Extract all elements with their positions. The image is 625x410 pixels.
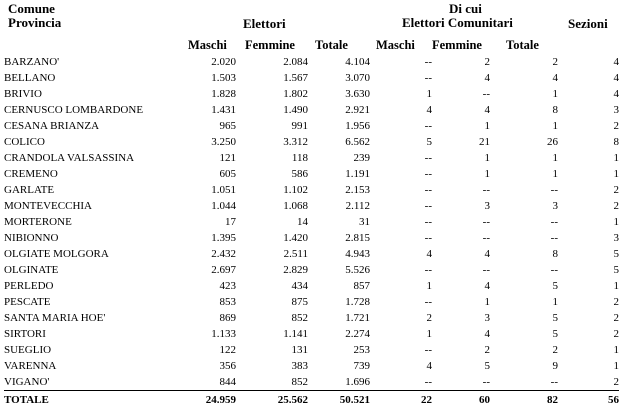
femmine-comunitari-cell: 2 bbox=[432, 342, 490, 358]
totale-cell: 2.921 bbox=[308, 102, 370, 118]
comune-name: NIBIONNO bbox=[4, 230, 178, 246]
femmine-comunitari-cell: 1 bbox=[432, 166, 490, 182]
sezioni-cell: 4 bbox=[558, 70, 619, 86]
maschi-comunitari-cell: 4 bbox=[370, 358, 432, 374]
totale-comunitari-cell: 2 bbox=[490, 54, 558, 70]
femmine-cell: 3.312 bbox=[236, 134, 308, 150]
maschi-comunitari-cell: 4 bbox=[370, 102, 432, 118]
femmine-cell: 2.084 bbox=[236, 54, 308, 70]
col-totale-comunitari: Totale bbox=[506, 38, 539, 53]
maschi-comunitari-cell: 1 bbox=[370, 326, 432, 342]
col-maschi-comunitari: Maschi bbox=[376, 38, 415, 53]
maschi-comunitari-cell: 22 bbox=[370, 391, 432, 410]
maschi-comunitari-cell: -- bbox=[370, 182, 432, 198]
maschi-comunitari-cell: -- bbox=[370, 374, 432, 391]
comune-name: PERLEDO bbox=[4, 278, 178, 294]
maschi-cell: 1.828 bbox=[178, 86, 236, 102]
maschi-cell: 1.133 bbox=[178, 326, 236, 342]
sezioni-cell: 2 bbox=[558, 198, 619, 214]
femmine-cell: 1.420 bbox=[236, 230, 308, 246]
header-elettori: Elettori bbox=[243, 16, 286, 32]
totale-cell: 4.104 bbox=[308, 54, 370, 70]
totale-cell: 1.956 bbox=[308, 118, 370, 134]
femmine-cell: 586 bbox=[236, 166, 308, 182]
maschi-cell: 2.697 bbox=[178, 262, 236, 278]
comune-name: SANTA MARIA HOE' bbox=[4, 310, 178, 326]
femmine-comunitari-cell: -- bbox=[432, 262, 490, 278]
table-row bbox=[4, 86, 619, 102]
maschi-cell: 844 bbox=[178, 374, 236, 391]
comune-name: VARENNA bbox=[4, 358, 178, 374]
maschi-cell: 17 bbox=[178, 214, 236, 230]
col-maschi: Maschi bbox=[188, 38, 227, 53]
sezioni-cell: 1 bbox=[558, 166, 619, 182]
totale-comunitari-cell: 2 bbox=[490, 342, 558, 358]
table-row bbox=[4, 262, 619, 278]
comune-name: BARZANO' bbox=[4, 54, 178, 70]
comune-name: MORTERONE bbox=[4, 214, 178, 230]
totale-cell: 739 bbox=[308, 358, 370, 374]
sezioni-cell: 2 bbox=[558, 294, 619, 310]
comune-name: PESCATE bbox=[4, 294, 178, 310]
totale-cell: 857 bbox=[308, 278, 370, 294]
femmine-comunitari-cell: 4 bbox=[432, 70, 490, 86]
femmine-comunitari-cell: 4 bbox=[432, 326, 490, 342]
femmine-comunitari-cell: -- bbox=[432, 374, 490, 391]
comune-name: COLICO bbox=[4, 134, 178, 150]
totale-comunitari-cell: -- bbox=[490, 374, 558, 391]
femmine-comunitari-cell: -- bbox=[432, 214, 490, 230]
comune-name: BELLANO bbox=[4, 70, 178, 86]
table-row bbox=[4, 134, 619, 150]
femmine-cell: 118 bbox=[236, 150, 308, 166]
table-row bbox=[4, 294, 619, 310]
femmine-comunitari-cell: 1 bbox=[432, 294, 490, 310]
totale-comunitari-cell: 9 bbox=[490, 358, 558, 374]
maschi-cell: 3.250 bbox=[178, 134, 236, 150]
maschi-cell: 2.432 bbox=[178, 246, 236, 262]
table-row bbox=[4, 214, 619, 230]
femmine-comunitari-cell: 4 bbox=[432, 102, 490, 118]
maschi-comunitari-cell: -- bbox=[370, 198, 432, 214]
femmine-cell: 2.511 bbox=[236, 246, 308, 262]
table-row bbox=[4, 358, 619, 374]
sezioni-cell: 1 bbox=[558, 214, 619, 230]
totale-comunitari-cell: -- bbox=[490, 262, 558, 278]
totale-comunitari-cell: 82 bbox=[490, 391, 558, 410]
femmine-cell: 383 bbox=[236, 358, 308, 374]
table-row bbox=[4, 70, 619, 86]
col-femmine-comunitari: Femmine bbox=[432, 38, 482, 53]
table-row bbox=[4, 118, 619, 134]
totale-comunitari-cell: -- bbox=[490, 214, 558, 230]
femmine-cell: 2.829 bbox=[236, 262, 308, 278]
femmine-cell: 1.141 bbox=[236, 326, 308, 342]
femmine-cell: 991 bbox=[236, 118, 308, 134]
total-row bbox=[4, 391, 619, 410]
totale-cell: 3.630 bbox=[308, 86, 370, 102]
femmine-cell: 434 bbox=[236, 278, 308, 294]
electors-table bbox=[4, 54, 619, 410]
sezioni-cell: 2 bbox=[558, 182, 619, 198]
table-row bbox=[4, 182, 619, 198]
col-femmine: Femmine bbox=[245, 38, 295, 53]
totale-cell: 1.728 bbox=[308, 294, 370, 310]
totale-comunitari-cell: 1 bbox=[490, 294, 558, 310]
sezioni-cell: 2 bbox=[558, 118, 619, 134]
totale-comunitari-cell: 5 bbox=[490, 310, 558, 326]
maschi-cell: 853 bbox=[178, 294, 236, 310]
femmine-cell: 1.490 bbox=[236, 102, 308, 118]
comune-name: VIGANO' bbox=[4, 374, 178, 391]
maschi-comunitari-cell: 1 bbox=[370, 86, 432, 102]
comune-name: CERNUSCO LOMBARDONE bbox=[4, 102, 178, 118]
femmine-cell: 1.102 bbox=[236, 182, 308, 198]
totale-cell: 4.943 bbox=[308, 246, 370, 262]
sezioni-cell: 2 bbox=[558, 326, 619, 342]
femmine-cell: 852 bbox=[236, 310, 308, 326]
table-row bbox=[4, 102, 619, 118]
comune-name: TOTALE bbox=[4, 391, 178, 410]
totale-cell: 31 bbox=[308, 214, 370, 230]
femmine-cell: 131 bbox=[236, 342, 308, 358]
comune-name: SUEGLIO bbox=[4, 342, 178, 358]
totale-cell: 253 bbox=[308, 342, 370, 358]
header-elettori-comunitari: Elettori Comunitari bbox=[402, 15, 513, 31]
sezioni-cell: 4 bbox=[558, 86, 619, 102]
table-row bbox=[4, 150, 619, 166]
table-row bbox=[4, 198, 619, 214]
femmine-comunitari-cell: -- bbox=[432, 182, 490, 198]
totale-comunitari-cell: -- bbox=[490, 182, 558, 198]
sezioni-cell: 1 bbox=[558, 358, 619, 374]
maschi-cell: 1.431 bbox=[178, 102, 236, 118]
maschi-cell: 1.051 bbox=[178, 182, 236, 198]
femmine-cell: 14 bbox=[236, 214, 308, 230]
totale-comunitari-cell: 26 bbox=[490, 134, 558, 150]
maschi-cell: 869 bbox=[178, 310, 236, 326]
maschi-comunitari-cell: -- bbox=[370, 70, 432, 86]
sezioni-cell: 5 bbox=[558, 246, 619, 262]
femmine-comunitari-cell: 5 bbox=[432, 358, 490, 374]
comune-name: BRIVIO bbox=[4, 86, 178, 102]
table-row bbox=[4, 342, 619, 358]
totale-cell: 6.562 bbox=[308, 134, 370, 150]
femmine-comunitari-cell: 4 bbox=[432, 278, 490, 294]
sezioni-cell: 5 bbox=[558, 262, 619, 278]
comune-name: MONTEVECCHIA bbox=[4, 198, 178, 214]
femmine-comunitari-cell: 2 bbox=[432, 54, 490, 70]
maschi-cell: 121 bbox=[178, 150, 236, 166]
maschi-cell: 122 bbox=[178, 342, 236, 358]
sezioni-cell: 3 bbox=[558, 102, 619, 118]
table-row bbox=[4, 246, 619, 262]
table-row bbox=[4, 54, 619, 70]
maschi-comunitari-cell: -- bbox=[370, 214, 432, 230]
femmine-cell: 1.068 bbox=[236, 198, 308, 214]
sezioni-cell: 1 bbox=[558, 150, 619, 166]
comune-name: OLGIATE MOLGORA bbox=[4, 246, 178, 262]
maschi-comunitari-cell: -- bbox=[370, 54, 432, 70]
femmine-comunitari-cell: 4 bbox=[432, 246, 490, 262]
femmine-cell: 1.802 bbox=[236, 86, 308, 102]
femmine-comunitari-cell: -- bbox=[432, 230, 490, 246]
comune-name: GARLATE bbox=[4, 182, 178, 198]
maschi-cell: 2.020 bbox=[178, 54, 236, 70]
femmine-comunitari-cell: -- bbox=[432, 86, 490, 102]
maschi-cell: 1.044 bbox=[178, 198, 236, 214]
maschi-comunitari-cell: 2 bbox=[370, 310, 432, 326]
sezioni-cell: 1 bbox=[558, 278, 619, 294]
sezioni-cell: 56 bbox=[558, 391, 619, 410]
totale-cell: 239 bbox=[308, 150, 370, 166]
maschi-comunitari-cell: 5 bbox=[370, 134, 432, 150]
femmine-comunitari-cell: 1 bbox=[432, 150, 490, 166]
comune-name: CRANDOLA VALSASSINA bbox=[4, 150, 178, 166]
totale-cell: 2.274 bbox=[308, 326, 370, 342]
totale-cell: 1.721 bbox=[308, 310, 370, 326]
maschi-cell: 965 bbox=[178, 118, 236, 134]
totale-cell: 2.815 bbox=[308, 230, 370, 246]
totale-cell: 1.696 bbox=[308, 374, 370, 391]
totale-comunitari-cell: 5 bbox=[490, 278, 558, 294]
table-row bbox=[4, 278, 619, 294]
header-sezioni: Sezioni bbox=[568, 16, 608, 32]
femmine-comunitari-cell: 21 bbox=[432, 134, 490, 150]
totale-cell: 2.112 bbox=[308, 198, 370, 214]
femmine-cell: 875 bbox=[236, 294, 308, 310]
sezioni-cell: 2 bbox=[558, 374, 619, 391]
sezioni-cell: 2 bbox=[558, 310, 619, 326]
totale-comunitari-cell: 1 bbox=[490, 118, 558, 134]
header-di-cui: Di cui bbox=[449, 1, 482, 17]
maschi-cell: 1.503 bbox=[178, 70, 236, 86]
maschi-cell: 356 bbox=[178, 358, 236, 374]
maschi-comunitari-cell: 1 bbox=[370, 278, 432, 294]
maschi-comunitari-cell: -- bbox=[370, 262, 432, 278]
header-provincia: Provincia bbox=[8, 15, 61, 31]
maschi-comunitari-cell: -- bbox=[370, 294, 432, 310]
totale-comunitari-cell: -- bbox=[490, 230, 558, 246]
femmine-comunitari-cell: 3 bbox=[432, 310, 490, 326]
femmine-comunitari-cell: 60 bbox=[432, 391, 490, 410]
maschi-comunitari-cell: -- bbox=[370, 118, 432, 134]
table-row bbox=[4, 326, 619, 342]
header-comune: Comune bbox=[8, 1, 55, 17]
femmine-cell: 25.562 bbox=[236, 391, 308, 410]
maschi-comunitari-cell: -- bbox=[370, 166, 432, 182]
maschi-cell: 605 bbox=[178, 166, 236, 182]
maschi-comunitari-cell: -- bbox=[370, 150, 432, 166]
sezioni-cell: 4 bbox=[558, 54, 619, 70]
table-row bbox=[4, 374, 619, 391]
sezioni-cell: 8 bbox=[558, 134, 619, 150]
totale-cell: 3.070 bbox=[308, 70, 370, 86]
totale-cell: 2.153 bbox=[308, 182, 370, 198]
femmine-comunitari-cell: 1 bbox=[432, 118, 490, 134]
totale-comunitari-cell: 5 bbox=[490, 326, 558, 342]
table-row bbox=[4, 310, 619, 326]
totale-cell: 5.526 bbox=[308, 262, 370, 278]
totale-cell: 1.191 bbox=[308, 166, 370, 182]
sezioni-cell: 1 bbox=[558, 342, 619, 358]
totale-comunitari-cell: 1 bbox=[490, 150, 558, 166]
comune-name: OLGINATE bbox=[4, 262, 178, 278]
maschi-cell: 1.395 bbox=[178, 230, 236, 246]
table-row bbox=[4, 230, 619, 246]
femmine-cell: 1.567 bbox=[236, 70, 308, 86]
maschi-comunitari-cell: -- bbox=[370, 342, 432, 358]
totale-comunitari-cell: 4 bbox=[490, 70, 558, 86]
femmine-cell: 852 bbox=[236, 374, 308, 391]
comune-name: CREMENO bbox=[4, 166, 178, 182]
col-totale: Totale bbox=[315, 38, 348, 53]
sezioni-cell: 3 bbox=[558, 230, 619, 246]
femmine-comunitari-cell: 3 bbox=[432, 198, 490, 214]
comune-name: CESANA BRIANZA bbox=[4, 118, 178, 134]
maschi-comunitari-cell: 4 bbox=[370, 246, 432, 262]
totale-cell: 50.521 bbox=[308, 391, 370, 410]
totale-comunitari-cell: 1 bbox=[490, 166, 558, 182]
totale-comunitari-cell: 8 bbox=[490, 102, 558, 118]
maschi-comunitari-cell: -- bbox=[370, 230, 432, 246]
totale-comunitari-cell: 3 bbox=[490, 198, 558, 214]
table-row bbox=[4, 166, 619, 182]
totale-comunitari-cell: 8 bbox=[490, 246, 558, 262]
maschi-cell: 423 bbox=[178, 278, 236, 294]
comune-name: SIRTORI bbox=[4, 326, 178, 342]
maschi-cell: 24.959 bbox=[178, 391, 236, 410]
totale-comunitari-cell: 1 bbox=[490, 86, 558, 102]
